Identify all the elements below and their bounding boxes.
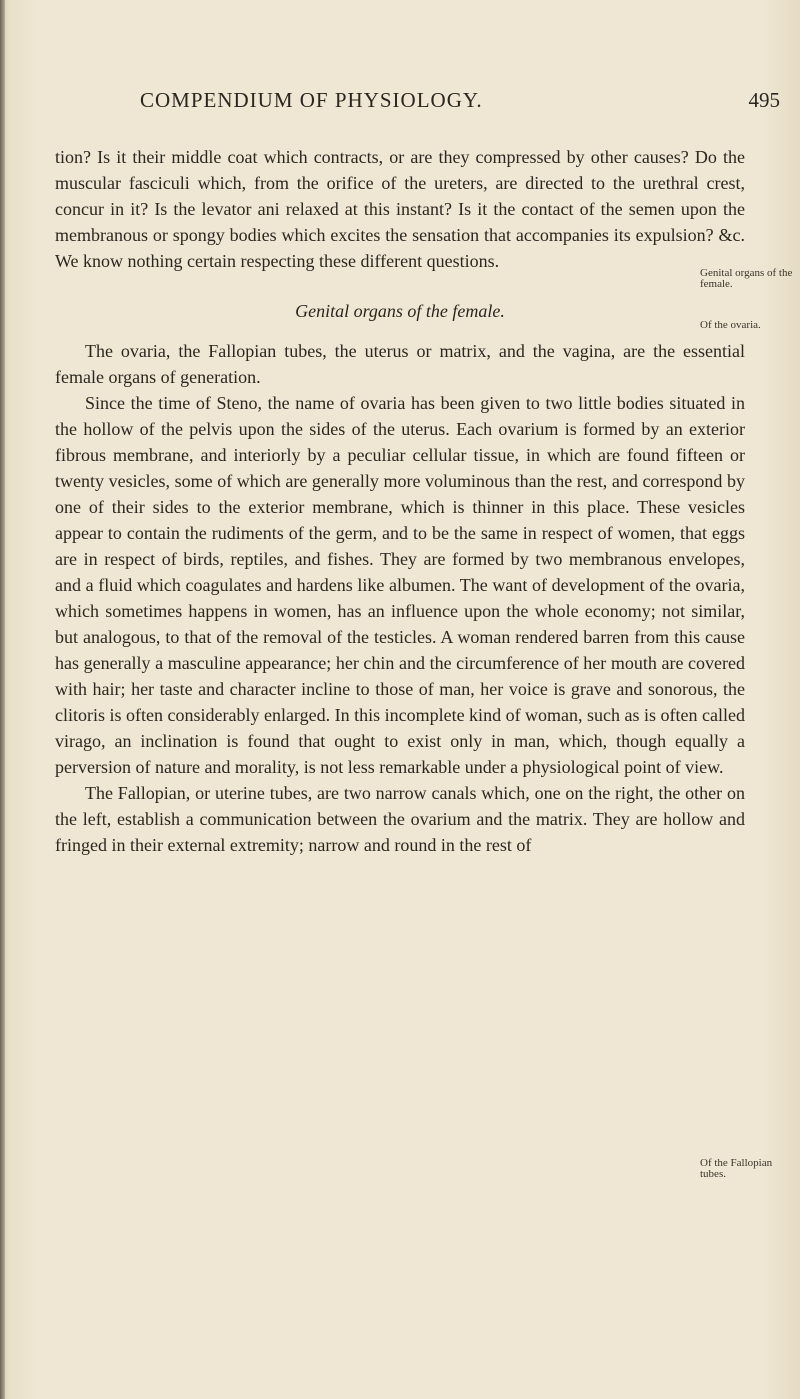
paragraph-fallopian: The Fallopian, or uterine tubes, are two narrow canals which, one on the right, the other on the left, establish a communication between the ovarium and the matrix. They are hollow and fringed in their external extremity; narrow and round in the rest of xyxy=(55,783,745,855)
margin-note-genital-organs: Genital organs of the female. xyxy=(700,267,793,290)
page-gutter xyxy=(0,0,5,1399)
running-title: COMPENDIUM OF PHYSIOLOGY. xyxy=(140,88,483,112)
page-body xyxy=(55,144,745,858)
paragraph-intro: The ovaria, the Fallopian tubes, the uterus or matrix, and the vagina, are the essential female organs of generation. xyxy=(55,341,745,387)
page-number: 495 xyxy=(748,88,780,112)
page-header xyxy=(140,88,780,118)
margin-note-fallopian-tubes: Of the Fallopian tubes. xyxy=(700,1157,773,1180)
paragraph-ovaria: Since the time of Steno, the name of ovaria has been given to two little bodies situated in the hollow of the pelvis upon the sides of the uterus. Each ovarium is formed by an exterior fibrous membrane, and interiorly by a peculiar cellular tissue, in which are found fifteen or twenty vesicles, some of which are generally more voluminous than the rest, and correspond by one of their sides to the exterior membrane, which is thinner in this place. These vesicles appear to contain the rudiments of the germ, and to be the same in respect of women, that eggs are in respect of birds, reptiles, and fishes. They are formed by two membranous envelopes, and a fluid which coagulates and hardens like albumen. The want of development of the ovaria, which sometimes happens in women, has an influence upon the whole economy; not similar, but analogous, to that of the removal of the testicles. A woman rendered barren from this cause has generally a masculine appearance; her chin and the circumference of her mouth are covered with hair; her taste and character incline to those of man, her voice is grave and sonorous, the clitoris is often considerably enlarged. In this incomplete kind of woman, such as is often called virago, an inclination is found that ought to exist only in man, which, though equally a perversion of nature and morality, is not less remarkable under a physiological point of view. xyxy=(55,393,745,777)
margin-note-ovaria: Of the ovaria. xyxy=(700,319,761,331)
paragraph-continuation: tion? Is it their middle coat which contracts, or are they compressed by other causes? Do the muscular fasciculi which, from the orifice of the ureters, are directed to the urethral crest, concur in it? Is the levator ani relaxed at this instant? Is it the contact of the semen upon the membranous or spongy bodies which excites the sensation that accompanies its expulsion? &c. We know nothing certain respecting these different questions. xyxy=(55,147,745,271)
section-heading: Genital organs of the female. xyxy=(295,301,505,321)
